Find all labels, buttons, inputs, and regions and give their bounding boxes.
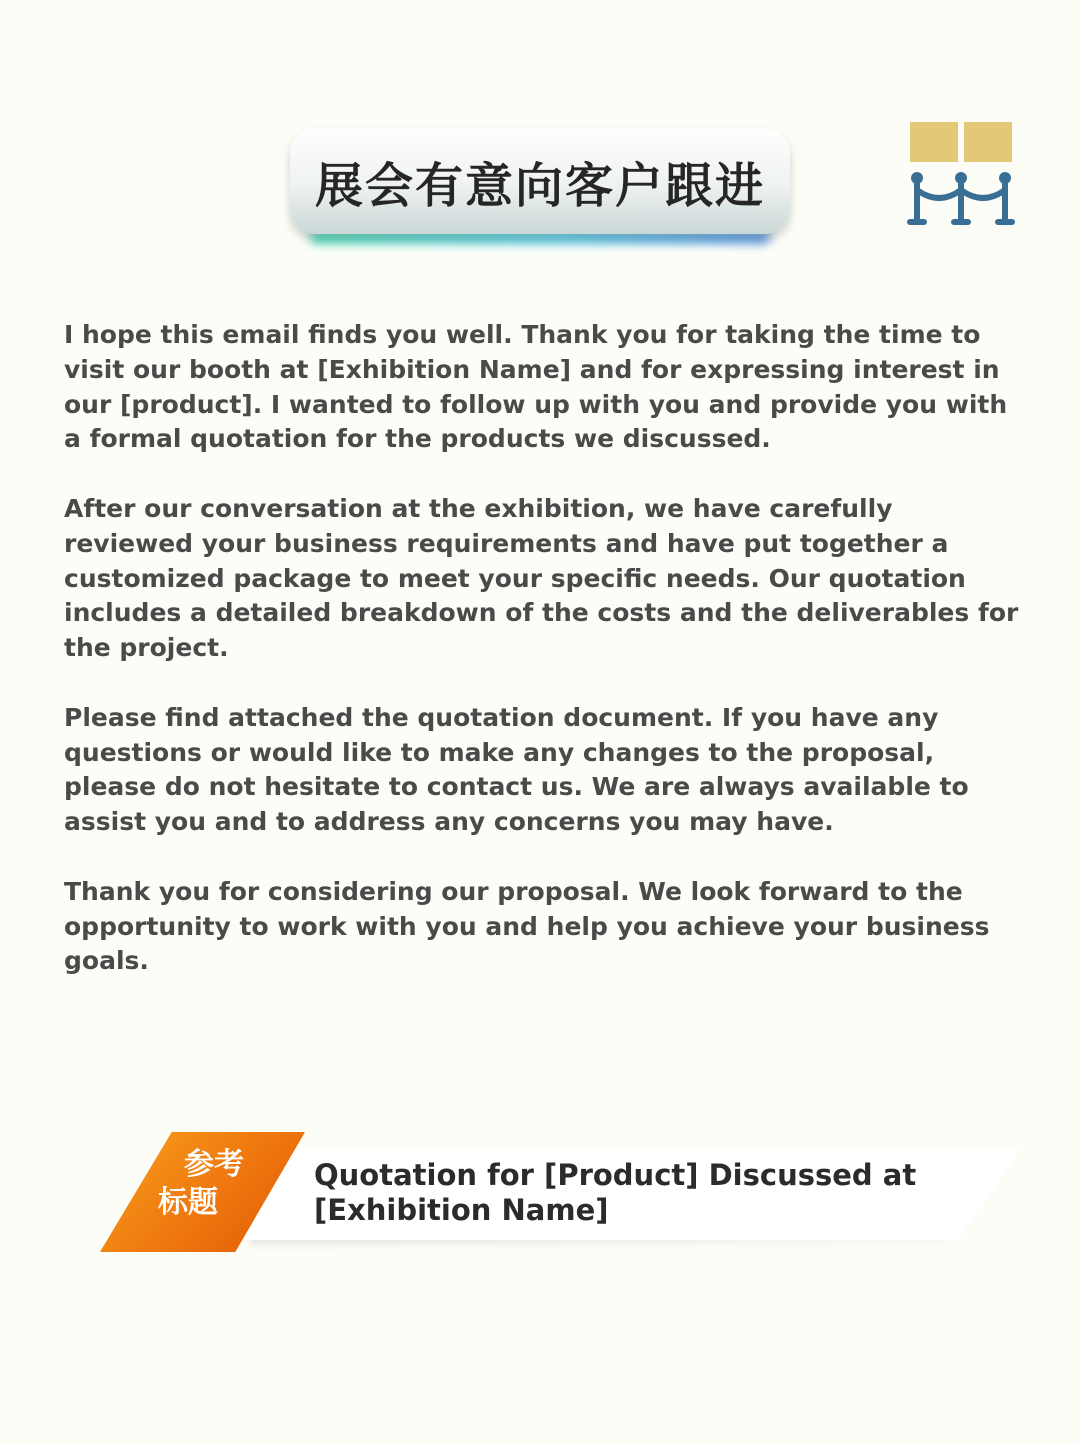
email-paragraph: Thank you for considering our proposal. We look forward to the opportunity to work with you and help you achieve your business goals. — [64, 876, 990, 976]
email-paragraph: After our conversation at the exhibition, we have carefully reviewed your business requirements and have put together a customized package to meet your specific needs. Our quotation includes a detailed breakdown of the costs and the deliverables for the project. — [64, 493, 1019, 663]
page-title-banner — [290, 128, 790, 234]
logo-block-right — [964, 122, 1012, 162]
badge-line-2: 标题 — [158, 1185, 218, 1220]
email-body — [64, 318, 1024, 1014]
subject-line-2: [Exhibition Name] — [314, 1193, 609, 1227]
email-paragraph: I hope this email finds you well. Thank you for taking the time to visit our booth at [Exhibition Name] and for expressing interest in our [product]. I wanted to follow up with you and provide you with a formal quotation for the products we discussed. — [64, 320, 1008, 454]
exhibition-stanchion-logo-icon — [906, 120, 1016, 228]
reference-badge-label — [152, 1146, 262, 1222]
reference-subject-block — [100, 1130, 1030, 1260]
reference-subject-text — [314, 1158, 954, 1228]
badge-line-1: 参考 — [184, 1147, 244, 1182]
logo-block-left — [910, 122, 958, 162]
page-title: 展会有意向客户跟进 — [314, 157, 765, 214]
email-paragraph: Please find attached the quotation document. If you have any questions or would like to make any changes to the proposal, please do not hesitate to contact us. We are always available to assist you and to address any concerns you may have. — [64, 702, 969, 837]
subject-line-1: Quotation for [Product] Discussed at — [314, 1158, 917, 1192]
